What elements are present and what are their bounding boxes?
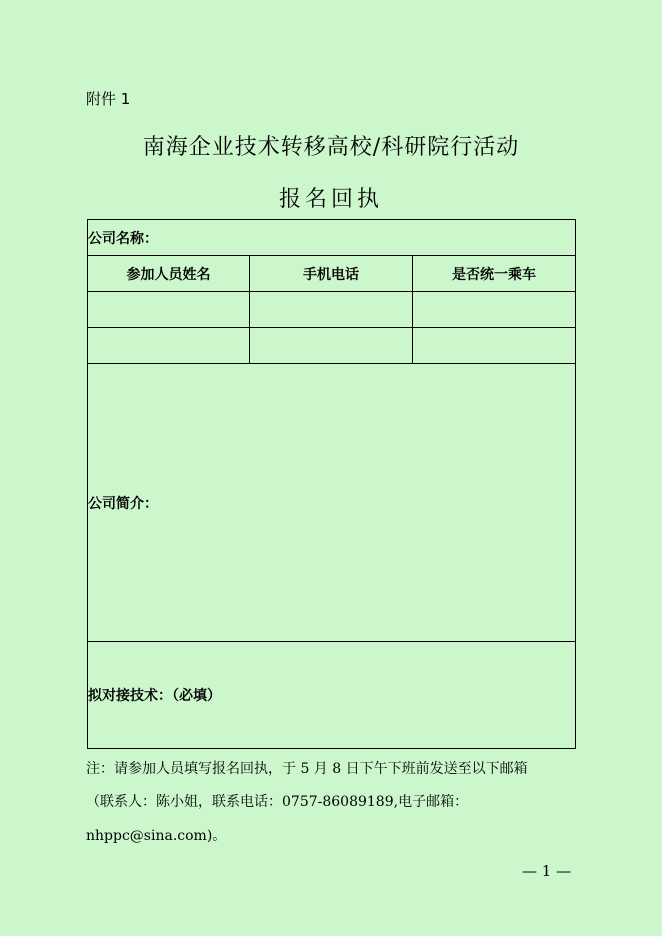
technology-cell[interactable] [88,642,576,749]
company-intro-label: 公司简介： [88,495,158,512]
technology-label: 拟对接技术：（必填） [88,688,221,704]
phone-cell[interactable] [250,328,413,364]
column-header-carpool: 是否统一乘车 [413,256,576,292]
column-header-phone: 手机电话 [250,256,413,292]
technology-row [88,642,576,749]
note-line-1: 注：请参加人员填写报名回执，于 5 月 8 日下午下班前发送至以下邮箱 [86,761,528,777]
company-name-cell[interactable] [88,220,576,256]
table-header-row [88,256,576,292]
attachment-label: 附件 1 [86,90,131,108]
company-intro-cell[interactable] [88,364,576,642]
document-subtitle: 报名回执 [278,187,383,212]
name-cell[interactable] [88,328,250,364]
table-row [88,328,576,364]
note-line-2: （联系人：陈小姐，联系电话：0757-86089189,电子邮箱： [86,794,469,810]
company-intro-row [88,364,576,642]
registration-form-table [87,219,576,749]
document-title: 南海企业技术转移高校/科研院行活动 [142,135,520,160]
company-name-label: 公司名称： [88,230,158,247]
phone-cell[interactable] [250,292,413,328]
table-row [88,292,576,328]
company-name-row [88,220,576,256]
page-number: — 1 — [522,862,572,880]
name-cell[interactable] [88,292,250,328]
carpool-cell[interactable] [413,292,576,328]
carpool-cell[interactable] [413,328,576,364]
note-line-3: nhppc@sina.com)。 [86,828,227,844]
column-header-name: 参加人员姓名 [88,256,250,292]
